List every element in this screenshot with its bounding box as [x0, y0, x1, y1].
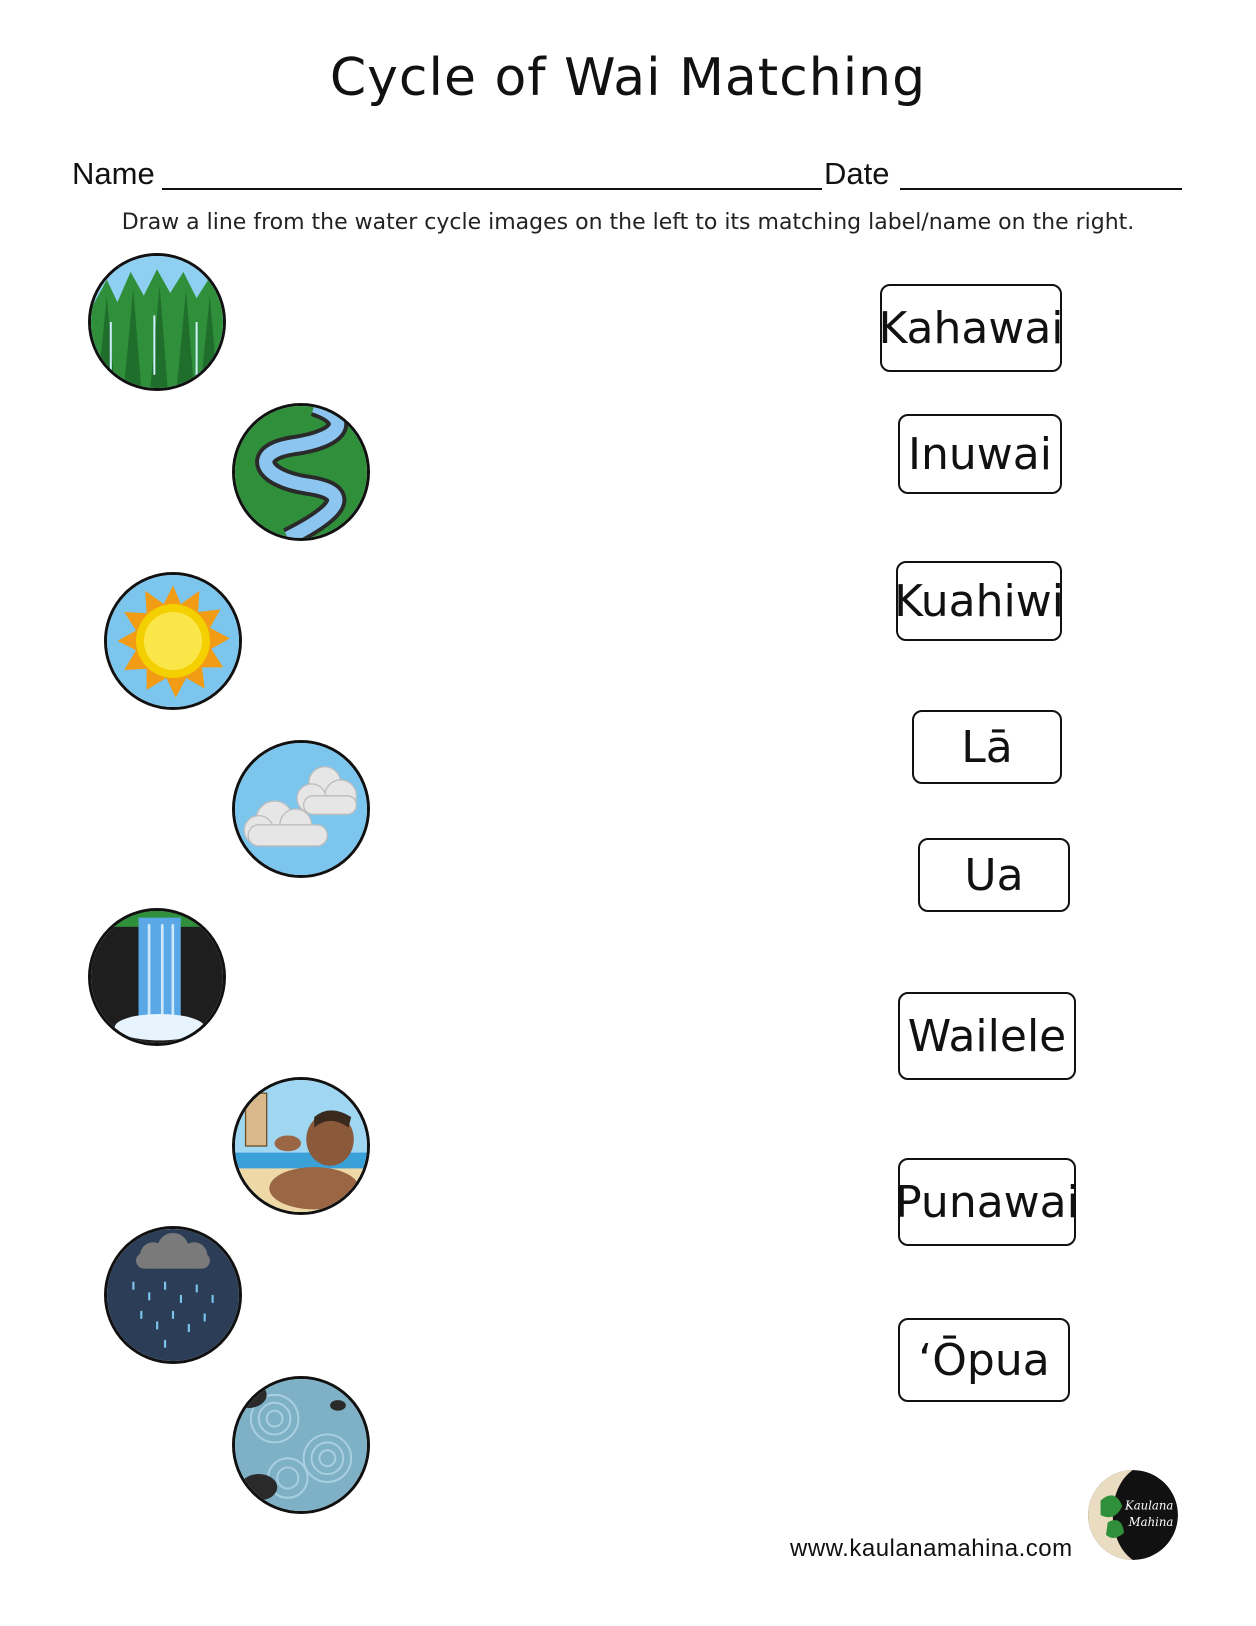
label-box[interactable]: Wailele [898, 992, 1076, 1080]
label-box[interactable]: Lā [912, 710, 1062, 784]
name-field[interactable] [162, 188, 822, 190]
name-label: Name [72, 156, 155, 191]
name-date-row [72, 152, 1182, 196]
mountains-rain-icon[interactable] [88, 253, 226, 391]
date-label: Date [824, 156, 890, 191]
date-field[interactable] [900, 188, 1182, 190]
sun-icon[interactable] [104, 572, 242, 710]
label-box[interactable]: Inuwai [898, 414, 1062, 494]
waterfall-icon[interactable] [88, 908, 226, 1046]
label-box[interactable]: Punawai [898, 1158, 1076, 1246]
website-url[interactable]: www.kaulanamahina.com [790, 1535, 1073, 1562]
stream-icon[interactable] [232, 403, 370, 541]
label-box[interactable]: Kuahiwi [896, 561, 1062, 641]
rain-cloud-icon[interactable] [104, 1226, 242, 1364]
spring-pool-icon[interactable] [232, 1376, 370, 1514]
kaulana-mahina-logo [1088, 1470, 1178, 1560]
worksheet-title: Cycle of Wai Matching [329, 48, 927, 108]
instructions: Draw a line from the water cycle images on the left to its matching label/name on the right. [121, 210, 1135, 235]
svg-text:Kaulana: Kaulana [1124, 1498, 1174, 1513]
label-box[interactable]: Ua [918, 838, 1070, 912]
clouds-icon[interactable] [232, 740, 370, 878]
child-drinking-icon[interactable] [232, 1077, 370, 1215]
label-box[interactable]: ʻŌpua [898, 1318, 1070, 1402]
label-box[interactable]: Kahawai [880, 284, 1062, 372]
svg-text:Mahina: Mahina [1128, 1514, 1174, 1529]
